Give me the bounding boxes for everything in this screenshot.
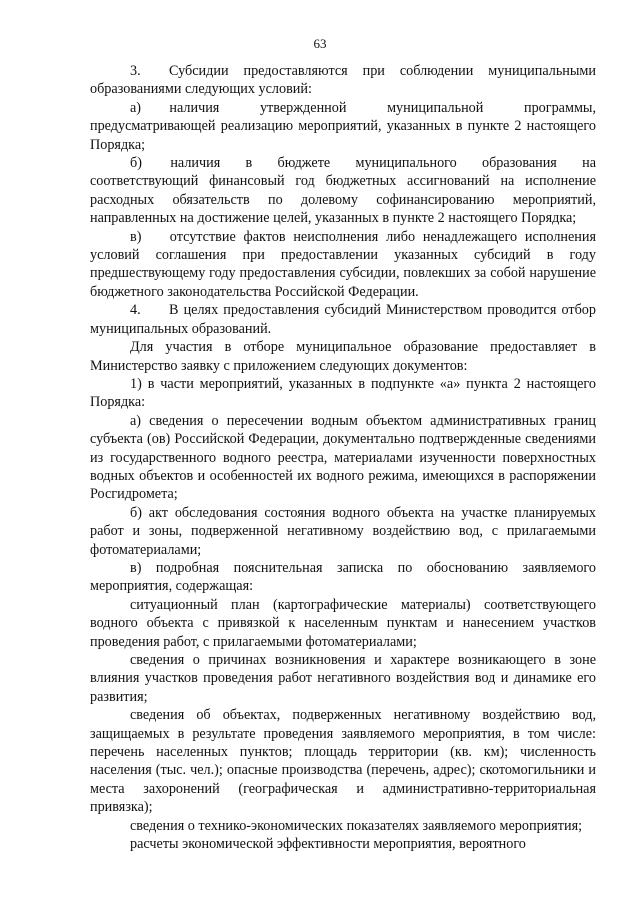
paragraph-item-1b: б) акт обследования состояния водного объекта на участке планируемых работ и зоны, подверженной негативному воздействию вод, с прилагаемыми фотоматериалами; [90,504,596,558]
paragraph-item-1: 1) в части мероприятий, указанных в подпункте «а» пункта 2 настоящего Порядка: [90,375,596,411]
paragraph-participation: Для участия в отборе муниципальное образование предоставляет в Министерство заявку с приложением следующих документов: [90,339,596,374]
paragraph-3b: б) наличия в бюджете муниципального образования на соответствующий финансовый год бюджетных ассигнований на исполнение расходных обязательств по долевому софинансированию мероприятий, направленных на достижение целей, указанных в пункте 2 настоящего Порядка; [90,155,596,227]
document-body [90,62,596,853]
paragraph-indicators: сведения о технико-экономических показателях заявляемого мероприятия; [130,817,583,834]
paragraph-item-1a: а) сведения о пересечении водным объектом административных границ субъекта (ов) Российской Федерации, документально подтвержденные сведениями из государственного водного реестра, материалами изученности поверхностных водных объектов и особенностей их водного режима, имеющихся в распоряжении Росгидромета; [90,412,596,503]
paragraph-3-intro: 3. Субсидии предоставляются при соблюдении муниципальными образованиями следующих условий: [90,63,596,98]
paragraph-3c: в) отсутствие фактов неисполнения либо ненадлежащего исполнения условий соглашения при предоставлении указанных субсидий в году предшествующему году предоставления субсидии, повлекших за собой нарушение бюджетного законодательства Российской Федерации. [90,228,596,300]
paragraph-objects: сведения об объектах, подверженных негативному воздействию вод, защищаемых в результате проведения заявляемого мероприятия, в том числе: перечень населенных пунктов; площадь территории (кв. км); численность населения (тыс. чел.); опасные производства (перечень, адрес); скотомогильники и места захоронений (географическая и административно-территориальная привязка); [90,707,596,816]
paragraph-causes: сведения о причинах возникновения и характере возникающего в зоне влияния участков проведения работ негативного воздействия вод и динамике его развития; [90,652,596,705]
paragraph-situation-plan: ситуационный план (картографические материалы) соответствующего водного объекта с привязкой к населенным пунктам и нанесением участков проведения работ, с прилагаемыми фотоматериалами; [90,596,596,650]
paragraph-4: 4. В целях предоставления субсидий Министерством проводится отбор муниципальных образований. [90,302,596,337]
paragraph-3a: а) наличия утвержденной муниципальной программы, предусматривающей реализацию мероприятий, указанных в пункте 2 настоящего Порядка; [90,99,596,153]
paragraph-calculations: расчеты экономической эффективности мероприятия, вероятного [130,836,526,853]
page-number: 63 [313,36,327,51]
paragraph-item-1c: в) подробная пояснительная записка по обоснованию заявляемого мероприятия, содержащая: [90,559,596,595]
